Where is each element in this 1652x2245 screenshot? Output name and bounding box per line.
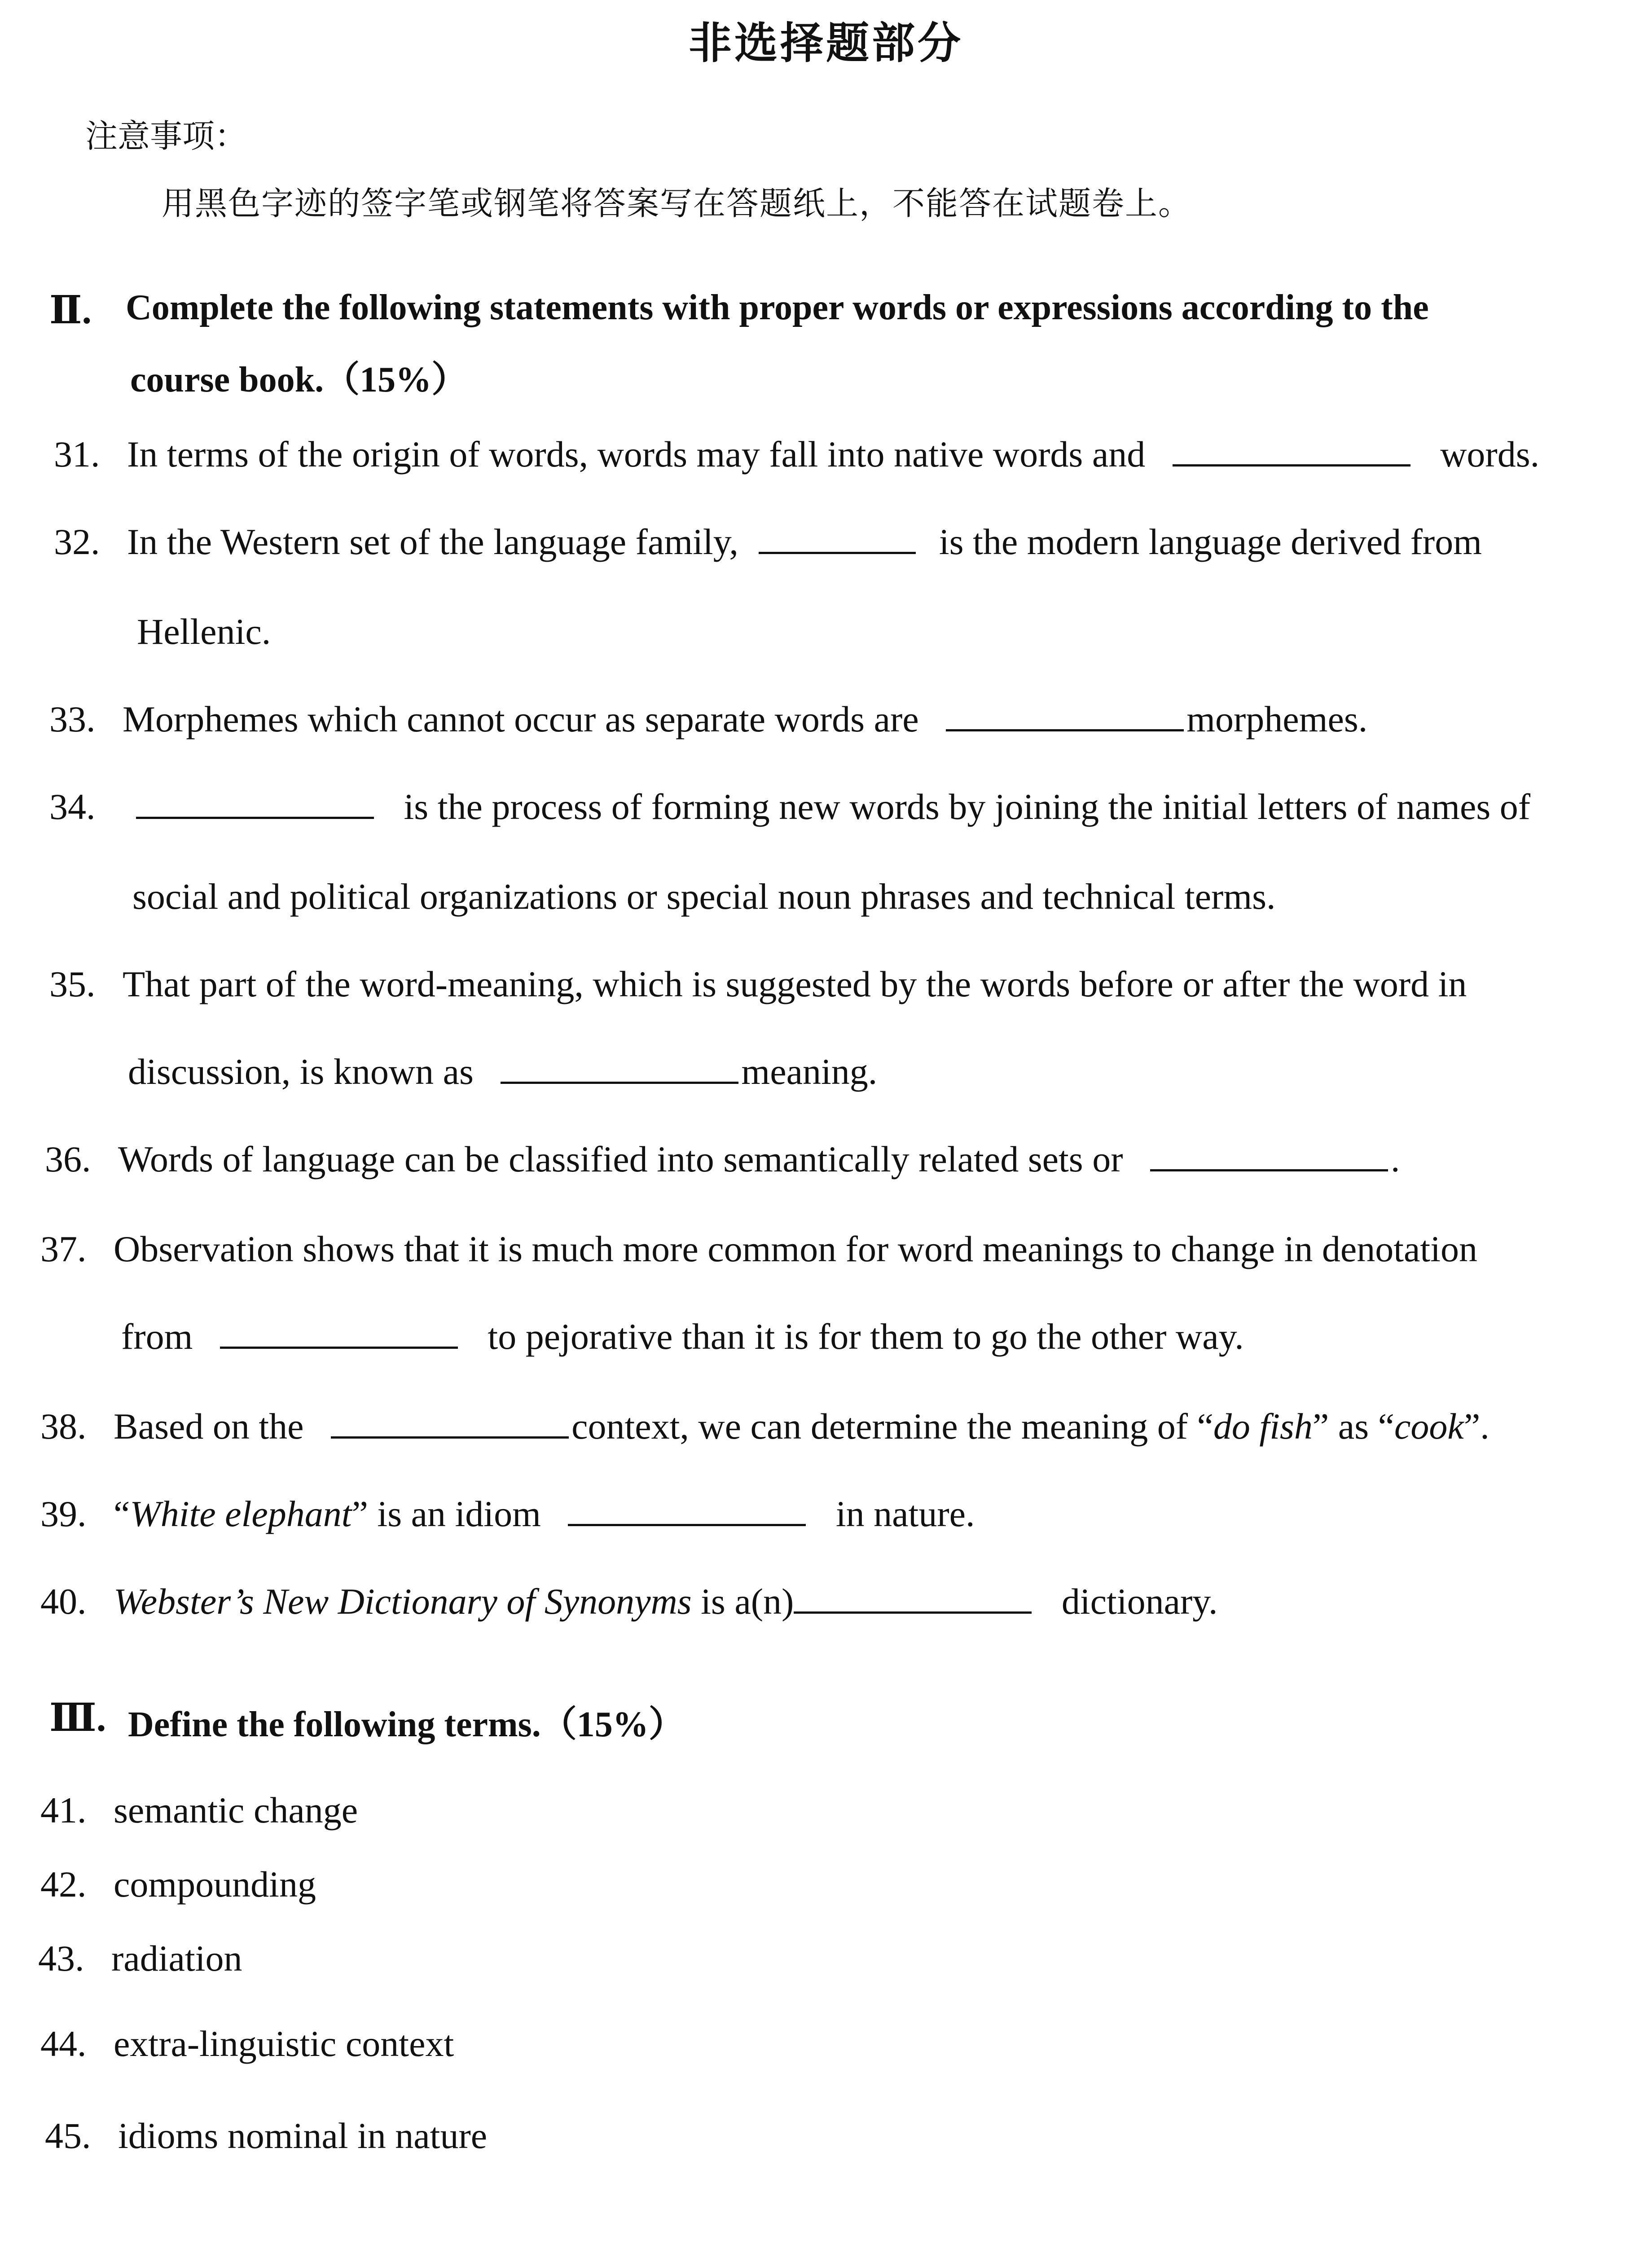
question-text: . <box>1391 1139 1400 1180</box>
term-number: 41. <box>40 1790 87 1831</box>
term-44 <box>40 2023 454 2065</box>
question-number: 31. <box>54 434 100 475</box>
question-number: 32. <box>54 521 100 562</box>
question-text: ” as “ <box>1312 1406 1395 1447</box>
question-38 <box>40 1405 1489 1448</box>
question-33 <box>49 698 1367 740</box>
term-text: idioms nominal in nature <box>118 2115 488 2156</box>
question-text: Morphemes which cannot occur as separate words are <box>123 699 919 740</box>
question-number: 40. <box>40 1581 87 1622</box>
question-37-line2 <box>121 1316 1244 1358</box>
term-number: 45. <box>45 2115 91 2156</box>
answer-blank[interactable] <box>946 729 1184 731</box>
section2-heading-line2: course book.（15%） <box>130 360 468 400</box>
question-text: is a(n) <box>691 1581 794 1622</box>
term-number: 42. <box>40 1864 87 1905</box>
term-text: semantic change <box>114 1790 358 1831</box>
question-31 <box>54 433 1539 475</box>
term-text: radiation <box>111 1938 242 1979</box>
notice-text: 用黑色字迹的签字笔或钢笔将答案写在答题纸上，不能答在试题卷上。 <box>162 185 1192 222</box>
term-43 <box>38 1937 242 1980</box>
question-39 <box>40 1493 975 1535</box>
term-number: 43. <box>38 1938 84 1979</box>
question-number: 37. <box>40 1228 87 1269</box>
question-number: 36. <box>45 1139 91 1180</box>
term-41 <box>40 1789 358 1831</box>
question-text: Based on the <box>114 1406 304 1447</box>
notice-label: 注意事项： <box>85 117 247 155</box>
question-text: to pejorative than it is for them to go the other way. <box>488 1316 1244 1357</box>
question-text: Words of language can be classified into semantically related sets or <box>118 1139 1123 1180</box>
answer-blank[interactable] <box>220 1346 458 1349</box>
question-36 <box>45 1138 1400 1180</box>
question-number: 39. <box>40 1493 87 1534</box>
question-37 <box>40 1228 1477 1270</box>
question-text: from <box>121 1316 193 1357</box>
question-text: words. <box>1440 434 1540 475</box>
answer-blank[interactable] <box>759 551 916 554</box>
question-text: context, we can determine the meaning of “ <box>571 1406 1213 1447</box>
question-text: morphemes. <box>1186 699 1368 740</box>
question-text: dictionary. <box>1061 1581 1218 1622</box>
question-text: meaning. <box>741 1051 878 1092</box>
section3-heading: Define the following terms.（15%） <box>128 1705 685 1744</box>
answer-blank[interactable] <box>501 1081 738 1084</box>
answer-blank[interactable] <box>1150 1169 1388 1171</box>
page-title: 非选择题部分 <box>689 18 963 68</box>
question-text: is the process of forming new words by joining the initial letters of names of <box>404 786 1531 827</box>
question-text: ”. <box>1463 1406 1489 1447</box>
question-text: ” is an idiom <box>351 1493 541 1534</box>
term-42 <box>40 1863 316 1906</box>
question-text: In the Western set of the language family, <box>127 521 738 562</box>
question-32-line2: Hellenic. <box>137 611 271 652</box>
question-text: in nature. <box>835 1493 975 1534</box>
term-text: compounding <box>114 1864 316 1905</box>
answer-blank[interactable] <box>794 1611 1032 1614</box>
answer-blank[interactable] <box>331 1436 569 1439</box>
term-text: extra-linguistic context <box>114 2023 454 2064</box>
term-45 <box>45 2115 487 2157</box>
question-text: discussion, is known as <box>128 1051 474 1092</box>
answer-blank[interactable] <box>568 1523 806 1526</box>
term-number: 44. <box>40 2023 87 2064</box>
question-32 <box>54 521 1482 563</box>
question-34 <box>49 786 1530 828</box>
question-40 <box>40 1580 1217 1623</box>
question-text-italic: Webster’s New Dictionary of Synonyms <box>114 1581 692 1622</box>
question-text-italic: White elephant <box>130 1493 352 1534</box>
question-text-italic: do fish <box>1213 1406 1313 1447</box>
question-34-line2: social and political organizations or special noun phrases and technical terms. <box>132 876 1276 917</box>
question-number: 34. <box>49 786 96 827</box>
answer-blank[interactable] <box>1173 464 1410 467</box>
question-35 <box>49 963 1467 1005</box>
question-text: That part of the word-meaning, which is suggested by the words before or after the word in <box>123 964 1467 1004</box>
question-text: In terms of the origin of words, words may fall into native words and <box>127 434 1146 475</box>
question-number: 38. <box>40 1406 87 1447</box>
answer-blank[interactable] <box>136 816 374 819</box>
question-number: 33. <box>49 699 96 740</box>
question-35-line2 <box>128 1051 877 1093</box>
question-text-italic: cook <box>1394 1406 1464 1447</box>
question-text: Observation shows that it is much more common for word meanings to change in denotation <box>114 1228 1477 1269</box>
section2-heading-line1: Complete the following statements with proper words or expressions according to the <box>126 288 1429 327</box>
question-text: “ <box>114 1493 130 1534</box>
section2-number: Ⅱ. <box>49 289 92 332</box>
question-text: is the modern language derived from <box>939 521 1482 562</box>
question-number: 35. <box>49 964 96 1004</box>
section3-number: Ⅲ. <box>49 1696 106 1739</box>
